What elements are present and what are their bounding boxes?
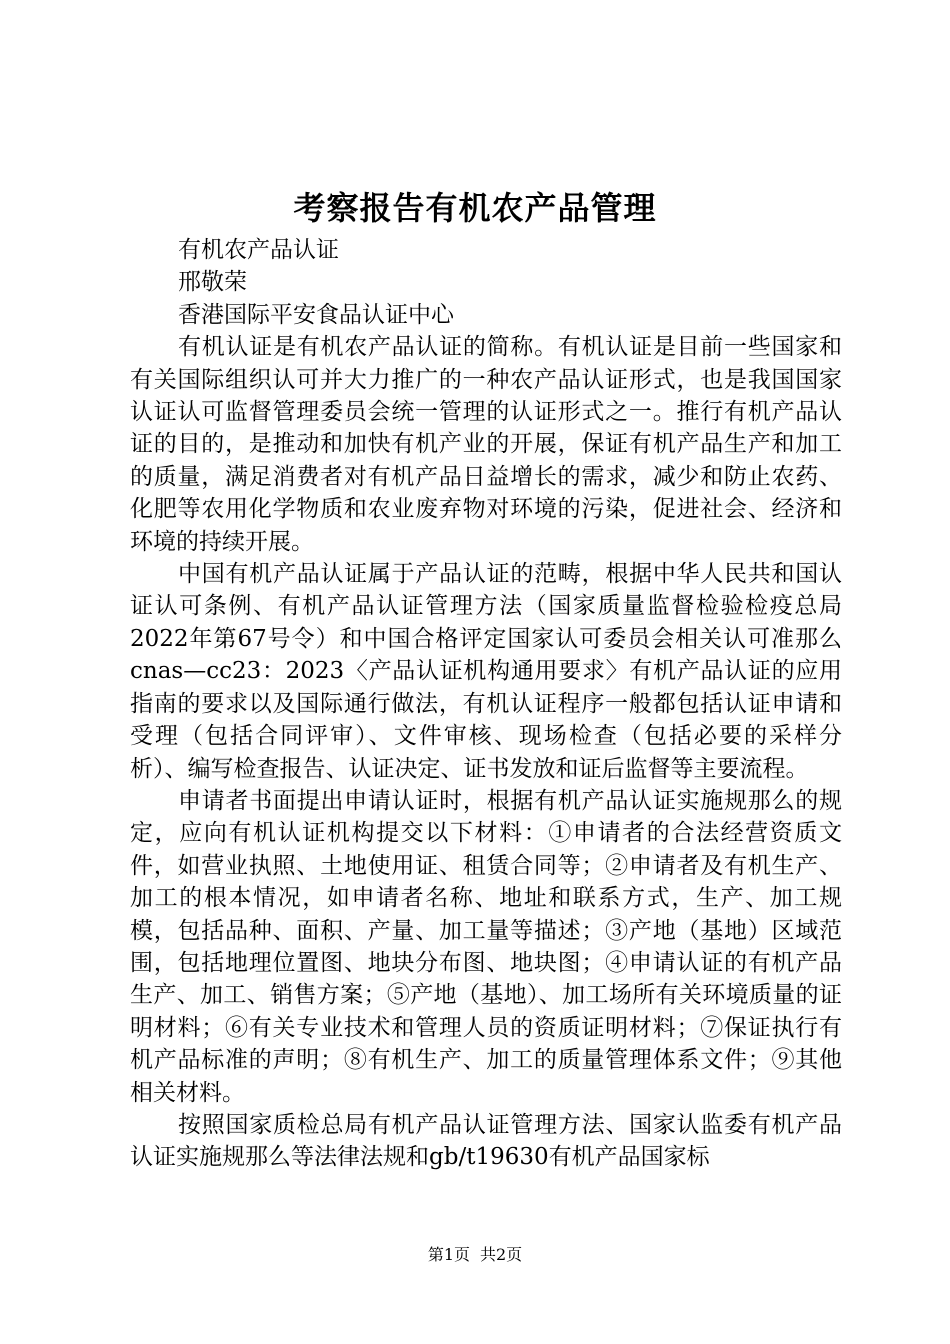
paragraph: 申请者书面提出申请认证时，根据有机产品认证实施规那么的规定，应向有机认证机构提交以下材料：①申请者的合法经营资质文件，如营业执照、土地使用证、租赁合同等；②申请者及有机生产、加工的根本情况，如申请者名称、地址和联系方式，生产、加工规模，包括品种、面积、产量、加工量等描述；③产地（基地）区域范围，包括地理位置图、地块分布图、地块图；④申请认证的有机产品生产、加工、销售方案；⑤产地（基地）、加工场所有关环境质量的证明材料；⑥有关专业技术和管理人员的资质证明材料；⑦保证执行有机产品标准的声明；⑧有机生产、加工的质量管理体系文件；⑨其他相关材料。 (130, 787, 842, 1106)
page-number: 第1页 (427, 1245, 470, 1264)
paragraph: 中国有机产品认证属于产品认证的范畴，根据中华人民共和国认证认可条例、有机产品认证管理方法（国家质量监督检验检疫总局2022年第67号令）和中国合格评定国家认可委员会相关认可准那么cnas—cc23：2023〈产品认证机构通用要求〉有机产品认证的应用指南的要求以及国际通行做法，有机认证程序一般都包括认证申请和受理（包括合同评审）、文件审核、现场检查（包括必要的采样分析）、编写检查报告、认证决定、证书发放和证后监督等主要流程。 (130, 561, 842, 782)
document-title: 考察报告有机农产品管理 (293, 189, 657, 227)
document-subtitle: 有机农产品认证 (178, 237, 339, 263)
document-organization: 香港国际平安食品认证中心 (178, 301, 454, 328)
page-count: 共2页 (480, 1245, 523, 1264)
paragraph: 按照国家质检总局有机产品认证管理方法、国家认监委有机产品认证实施规那么等法律法规和gb/t19630有机产品国家标 (130, 1111, 842, 1171)
page-footer (0, 1244, 950, 1266)
document-body (130, 234, 842, 1174)
document-author: 邢敬荣 (178, 269, 247, 296)
paragraph: 有机认证是有机农产品认证的简称。有机认证是目前一些国家和有关国际组织认可并大力推广的一种农产品认证形式，也是我国国家认证认可监督管理委员会统一管理的认证形式之一。推行有机产品认证的目的，是推动和加快有机产业的开展，保证有机产品生产和加工的质量，满足消费者对有机产品日益增长的需求，减少和防止农药、化肥等农用化学物质和农业废弃物对环境的污染，促进社会、经济和环境的持续开展。 (130, 334, 842, 555)
